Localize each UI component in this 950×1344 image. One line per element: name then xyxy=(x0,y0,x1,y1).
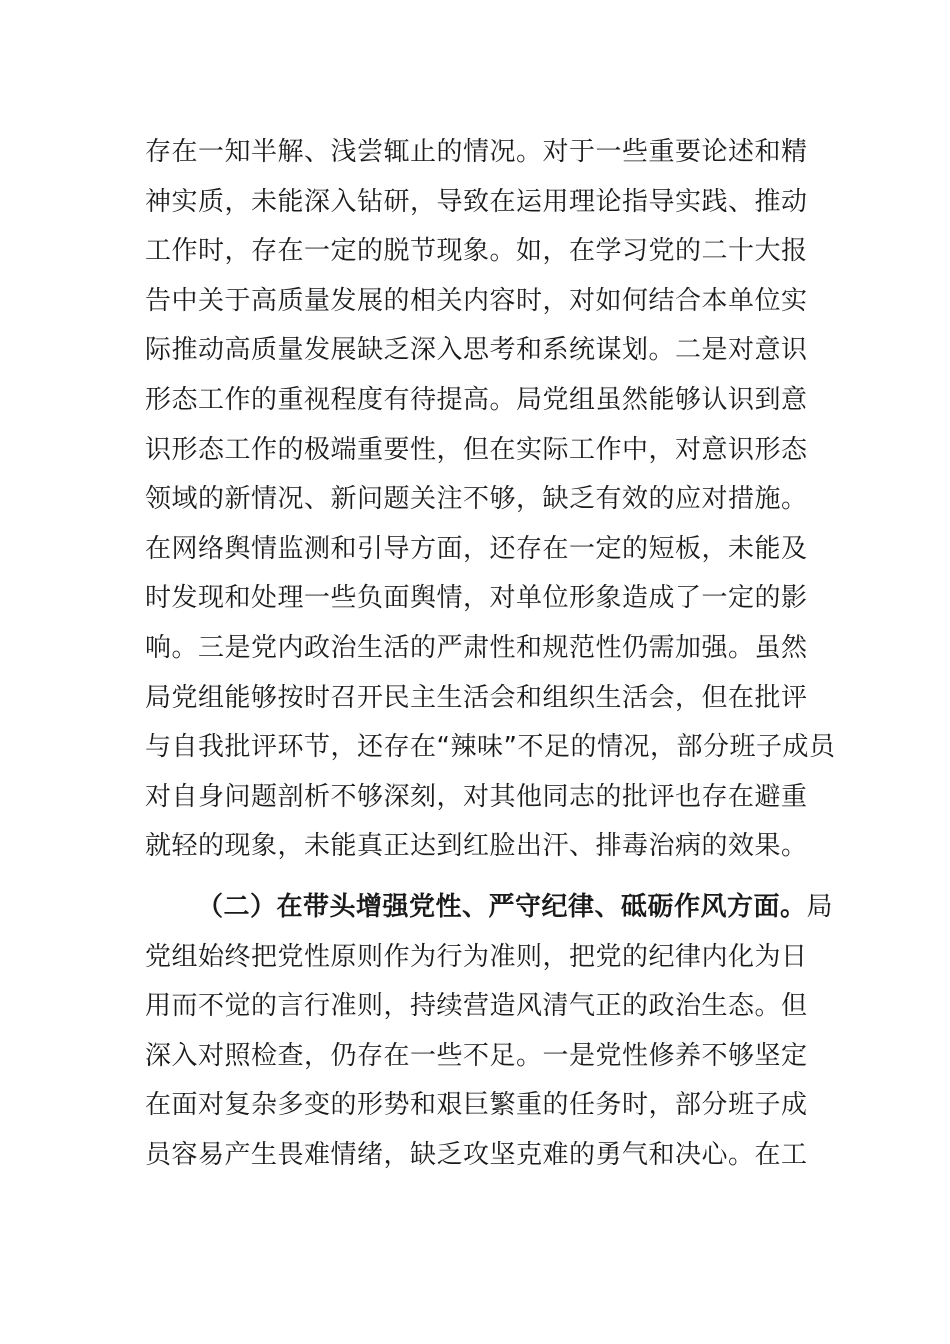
text-line: 深入对照检查，仍存在一些不足。一是党性修养不够坚定 xyxy=(145,1040,808,1071)
paragraph-party-spirit xyxy=(145,883,834,1181)
text-line: 识形态工作的极端重要性，但在实际工作中，对意识形态 xyxy=(145,434,808,465)
text-line: 与自我批评环节，还存在“辣味”不足的情况，部分班子成员 xyxy=(145,732,836,763)
text-line: 时发现和处理一些负面舆情，对单位形象造成了一定的影 xyxy=(145,583,808,614)
text-line: 工作时，存在一定的脱节现象。如，在学习党的二十大报 xyxy=(145,236,808,267)
text-fragment: 局 xyxy=(806,892,834,922)
section-heading-line xyxy=(145,883,834,933)
text-line: 员容易产生畏难情绪，缺乏攻坚克难的勇气和决心。在工 xyxy=(145,1139,808,1170)
text-line: 局党组能够按时召开民主生活会和组织生活会，但在批评 xyxy=(145,682,808,713)
text-line: 响。三是党内政治生活的严肃性和规范性仍需加强。虽然 xyxy=(145,632,808,663)
text-line: 对自身问题剖析不够深刻，对其他同志的批评也存在避重 xyxy=(145,781,808,812)
text-line: 在网络舆情监测和引导方面，还存在一定的短板，未能及 xyxy=(145,533,808,564)
text-line: 形态工作的重视程度有待提高。局党组虽然能够认识到意 xyxy=(145,384,808,415)
text-line: 告中关于高质量发展的相关内容时，对如何结合本单位实 xyxy=(145,285,808,316)
text-line: 神实质，未能深入钻研，导致在运用理论指导实践、推动 xyxy=(145,186,808,217)
text-line: 就轻的现象，未能真正达到红脸出汗、排毒治病的效果。 xyxy=(145,831,808,862)
section-heading: （二）在带头增强党性、严守纪律、砥砺作风方面。 xyxy=(197,892,807,922)
text-line: 存在一知半解、浅尝辄止的情况。对于一些重要论述和精 xyxy=(145,137,808,167)
text-line: 领域的新情况、新问题关注不够，缺乏有效的应对措施。 xyxy=(145,484,808,515)
text-line: 际推动高质量发展缺乏深入思考和系统谋划。二是对意识 xyxy=(145,335,808,366)
text-line: 党组始终把党性原则作为行为准则，把党的纪律内化为日 xyxy=(145,941,808,972)
text-line: 用而不觉的言行准则，持续营造风清气正的政治生态。但 xyxy=(145,991,808,1022)
paragraph-party-life xyxy=(145,128,836,872)
text-line: 在面对复杂多变的形势和艰巨繁重的任务时，部分班子成 xyxy=(145,1090,808,1121)
